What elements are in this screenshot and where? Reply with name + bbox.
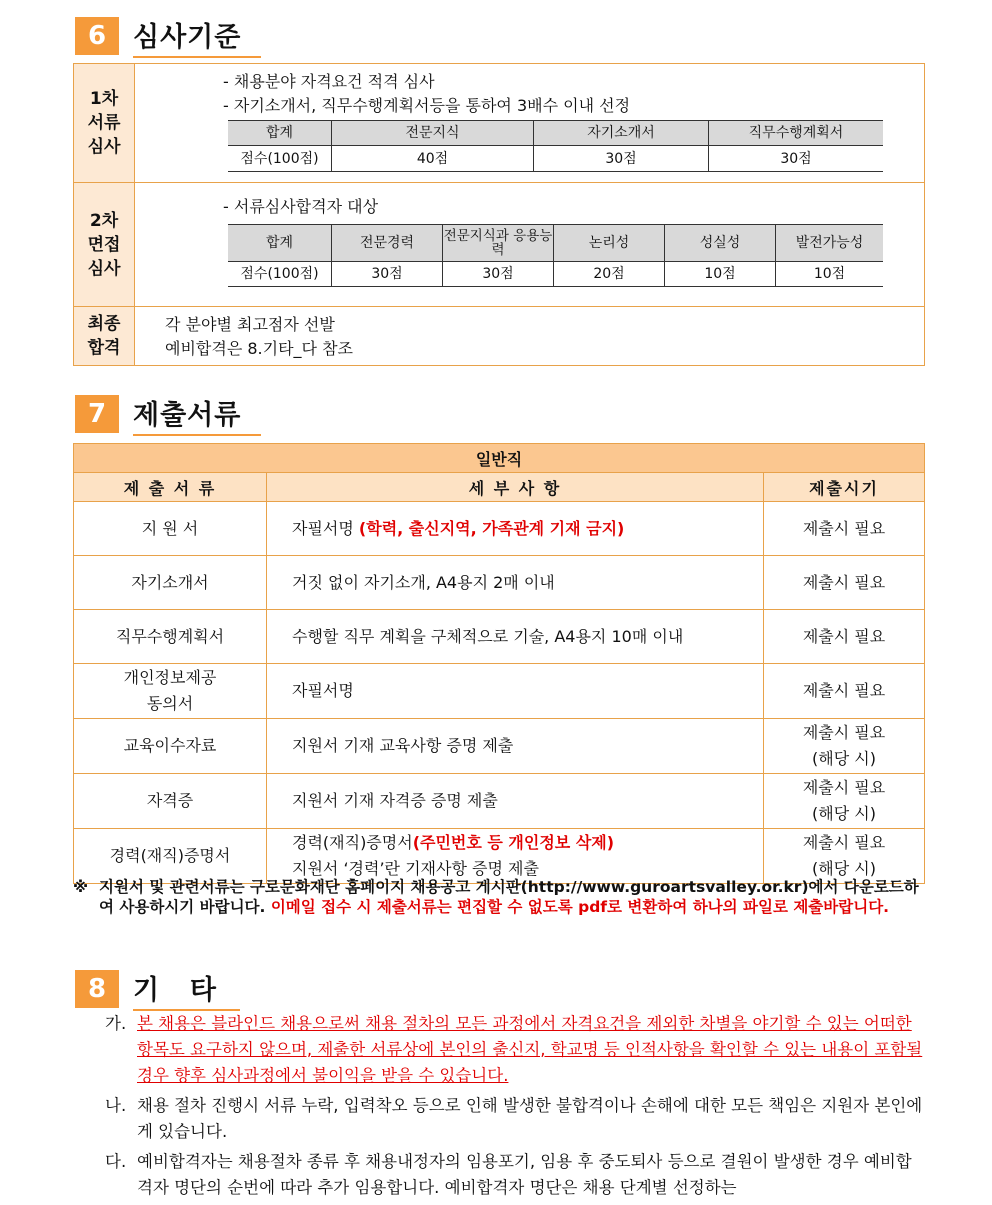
table-row	[74, 664, 925, 719]
submission-note	[73, 877, 925, 917]
section-number: 6	[75, 17, 119, 55]
column-header: 제출시기	[764, 473, 925, 502]
detail-warning: (학력, 출신지역, 가족관계 기재 금지)	[358, 518, 625, 538]
section-title: 기 타	[133, 968, 240, 1011]
detail-text: 경력(재직)증명서	[292, 833, 413, 852]
table-group-header: 일반직	[74, 444, 925, 473]
section-7-header	[75, 394, 261, 434]
score-header: 논리성	[554, 225, 665, 262]
score-header: 전문경력	[332, 225, 443, 262]
score-value: 30점	[709, 146, 884, 172]
doc-timing: 제출시 필요	[764, 556, 925, 610]
doc-timing	[764, 719, 925, 774]
timing-line: 제출시 필요	[802, 833, 886, 852]
doc-name: 자격증	[74, 774, 267, 829]
score-header: 발전가능성	[776, 225, 884, 262]
score-value: 20점	[554, 262, 665, 287]
bullet: - 자기소개서, 직무수행계획서등을 통하여 3배수 이내 선정	[223, 96, 631, 115]
section-8-header	[75, 969, 240, 1009]
doc-name: 지 원 서	[74, 502, 267, 556]
table-row	[74, 502, 925, 556]
note-mark: ※	[73, 878, 89, 896]
doc-name: 경력(재직)증명서	[74, 829, 267, 884]
score-header: 전문지식과 응용능력	[443, 225, 554, 262]
doc-detail: 자필서명	[267, 664, 764, 719]
score-header: 전문지식	[332, 121, 534, 146]
final-line: 예비합격은 8.기타_다 참조	[165, 339, 353, 358]
score-header: 직무수행계획서	[709, 121, 884, 146]
score-header: 합계	[228, 225, 332, 262]
detail-text: 지원서 ‘경력’란 기재사항 증명 제출	[292, 859, 539, 878]
section-number: 8	[75, 970, 119, 1008]
table-row	[74, 829, 925, 884]
misc-list	[105, 1011, 925, 1205]
table-row	[74, 774, 925, 829]
item-text: 채용 절차 진행시 서류 누락, 입력착오 등으로 인해 발생한 불합격이나 손해에 대한 모든 책임은 지원자 본인에게 있습니다.	[137, 1096, 923, 1141]
doc-timing	[764, 774, 925, 829]
doc-name: 직무수행계획서	[74, 610, 267, 664]
score-value: 30점	[332, 262, 443, 287]
section-6-header	[75, 16, 261, 56]
final-label	[74, 307, 135, 366]
item-text: 예비합격자는 채용절차 종류 후 채용내정자의 임용포기, 임용 후 중도퇴사 등으로 결원이 발생한 경우 예비합격자 명단의 순번에 따라 추가 임용합니다. 예비합격자 명단은 채용 단계별 선정하는	[137, 1152, 912, 1197]
doc-timing: 제출시 필요	[764, 502, 925, 556]
note-text: 지원서 및 관련서류는 구로문화재단 홈페이지 채용공고 게시판(http://www.guroartsvalley.or.kr)에서 다운로드하여 사용하시기 바랍니다.	[99, 878, 919, 916]
score-header: 성실성	[665, 225, 776, 262]
doc-timing: 제출시 필요	[764, 664, 925, 719]
score-value: 30점	[443, 262, 554, 287]
score-table-2	[228, 224, 883, 287]
label-line: 최종	[87, 314, 121, 334]
stage-1-content	[135, 64, 925, 183]
stage-1-label	[74, 64, 135, 183]
column-header: 세 부 사 항	[267, 473, 764, 502]
column-header: 제 출 서 류	[74, 473, 267, 502]
score-value: 10점	[665, 262, 776, 287]
list-item	[105, 1011, 925, 1089]
doc-name	[74, 664, 267, 719]
doc-detail	[267, 502, 764, 556]
table-row	[74, 556, 925, 610]
documents-table	[73, 443, 925, 884]
doc-timing	[764, 829, 925, 884]
detail-text: 자필서명	[292, 518, 359, 538]
label-line: 면접	[87, 234, 121, 255]
label-line: 1차	[89, 89, 119, 109]
item-mark: 가.	[105, 1014, 127, 1033]
stage-2-content	[135, 183, 925, 307]
final-line: 각 분야별 최고점자 선발	[165, 315, 335, 334]
label-line: 2차	[89, 210, 119, 231]
score-value: 10점	[776, 262, 884, 287]
timing-line: 제출시 필요	[802, 723, 886, 742]
score-value: 점수(100점)	[228, 146, 332, 172]
note-warning: 이메일 접수 시 제출서류는 편집할 수 없도록 pdf로 변환하여 하나의 파일로 제출바랍니다.	[270, 898, 890, 916]
bullet: - 서류심사합격자 대상	[223, 197, 379, 216]
section-number: 7	[75, 395, 119, 433]
item-mark: 다.	[105, 1152, 127, 1171]
timing-line: (해당 시)	[812, 859, 876, 878]
detail-warning: (주민번호 등 개인정보 삭제)	[412, 833, 615, 852]
doc-detail: 수행할 직무 계획을 구체적으로 기술, A4용지 10매 이내	[267, 610, 764, 664]
doc-name-line: 개인정보제공	[123, 668, 217, 687]
label-line: 서류	[87, 113, 121, 133]
final-content	[135, 307, 925, 366]
score-header: 자기소개서	[534, 121, 709, 146]
doc-name: 자기소개서	[74, 556, 267, 610]
stage-2-label	[74, 183, 135, 307]
label-line: 심사	[87, 258, 121, 279]
table-row	[74, 719, 925, 774]
doc-detail: 지원서 기재 자격증 증명 제출	[267, 774, 764, 829]
bullet: - 채용분야 자격요건 적격 심사	[223, 72, 435, 91]
section-title: 제출서류	[133, 393, 261, 436]
label-line: 합격	[87, 338, 121, 358]
criteria-table	[73, 63, 925, 366]
timing-line: (해당 시)	[812, 749, 876, 768]
item-text: 본 채용은 블라인드 채용으로써 채용 절차의 모든 과정에서 자격요건을 제외한 차별을 야기할 수 있는 어떠한 항목도 요구하지 않으며, 제출한 서류상에 본인의 출신지, 학교명 등 인적사항을 확인할 수 있는 내용이 포함될 경우 향후 심사과정에서 불이익을 받을 수 있습니다.	[137, 1014, 923, 1085]
score-value: 점수(100점)	[228, 262, 332, 287]
table-row	[74, 610, 925, 664]
doc-detail: 지원서 기재 교육사항 증명 제출	[267, 719, 764, 774]
score-header: 합계	[228, 121, 332, 146]
doc-timing: 제출시 필요	[764, 610, 925, 664]
doc-detail	[267, 829, 764, 884]
list-item	[105, 1149, 925, 1201]
list-item	[105, 1093, 925, 1145]
item-mark: 나.	[105, 1096, 127, 1115]
doc-name-line: 동의서	[146, 694, 194, 713]
score-table-1	[228, 120, 883, 172]
label-line: 심사	[87, 137, 121, 157]
section-title: 심사기준	[133, 15, 261, 58]
doc-detail: 거짓 없이 자기소개, A4용지 2매 이내	[267, 556, 764, 610]
doc-name: 교육이수자료	[74, 719, 267, 774]
score-value: 30점	[534, 146, 709, 172]
score-value: 40점	[332, 146, 534, 172]
timing-line: 제출시 필요	[802, 778, 886, 797]
timing-line: (해당 시)	[812, 804, 876, 823]
